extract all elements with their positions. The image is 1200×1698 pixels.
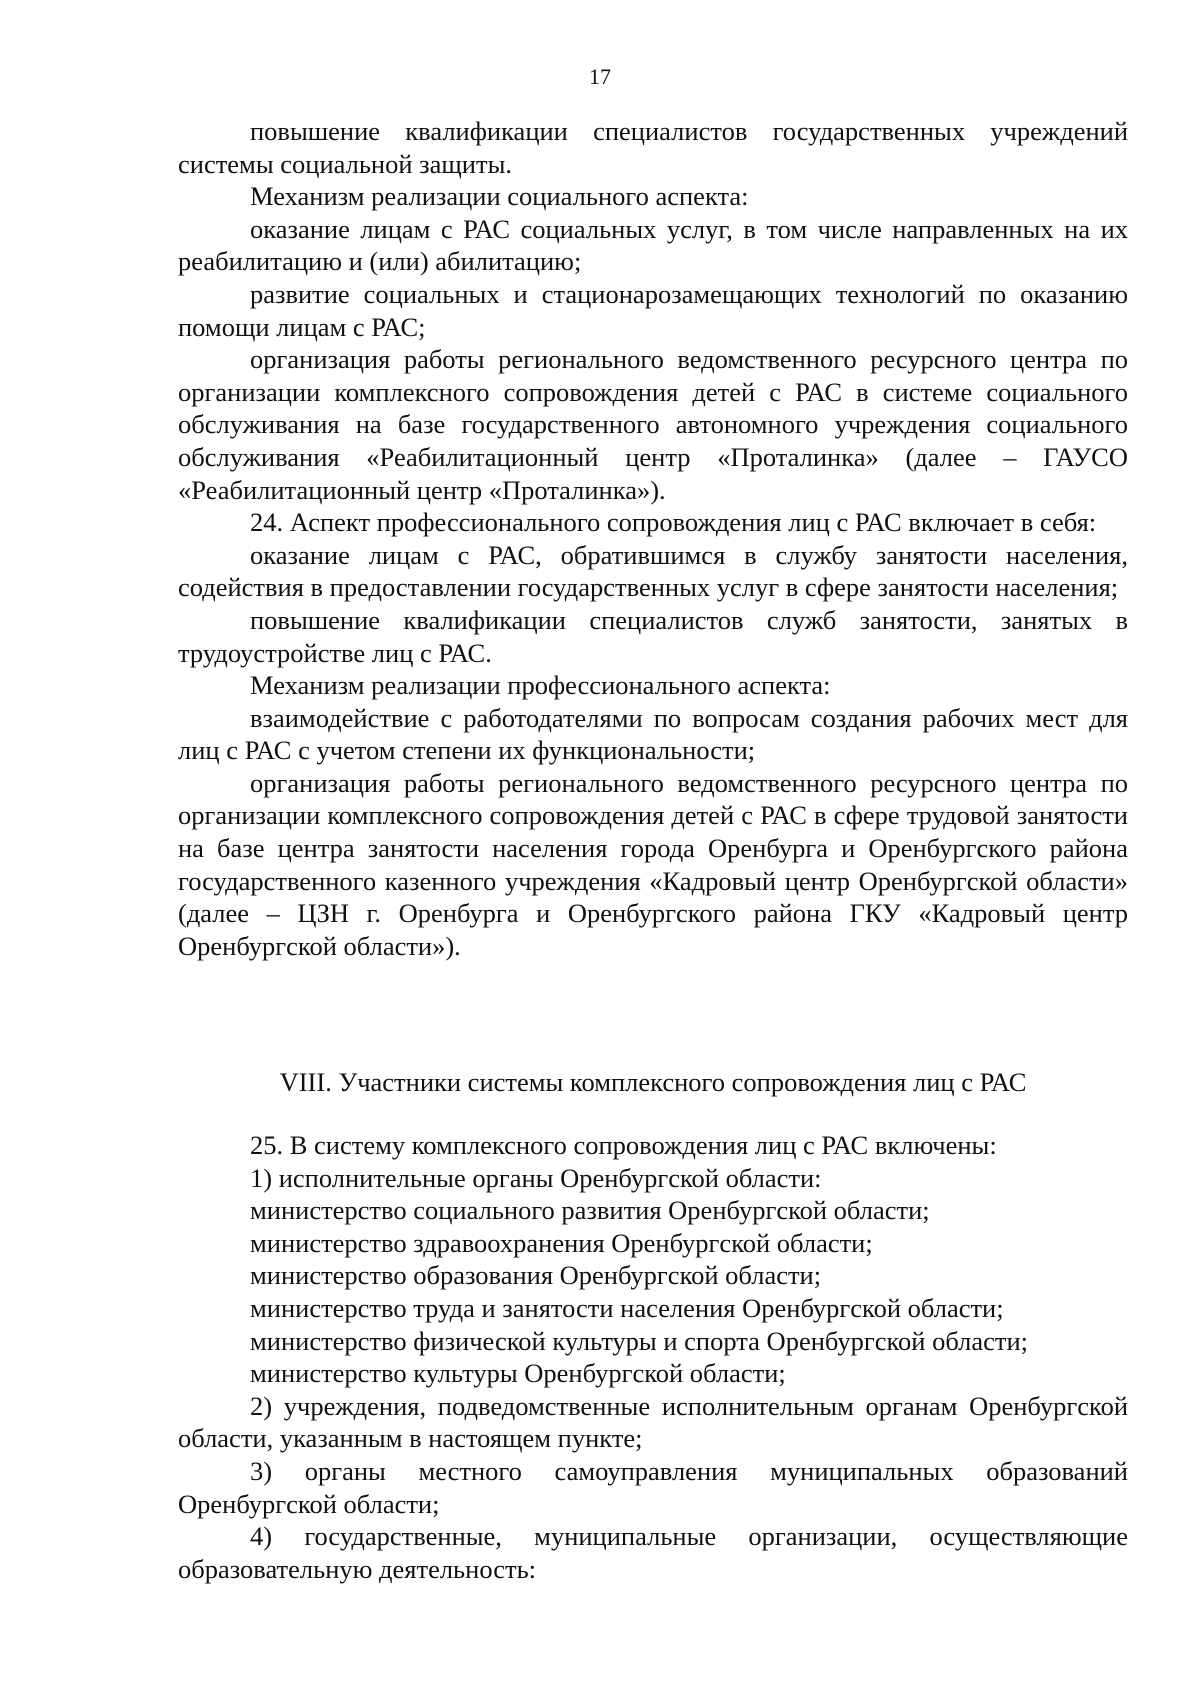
paragraph: Механизм реализации профессионального аспекта: [250,670,831,701]
paragraph: Механизм реализации социального аспекта: [250,181,749,212]
list-item: министерство социального развития Оренбургской области; [250,1195,930,1226]
list-item: 3) органы местного самоуправления муниципальных образований Оренбургской области; [178,1455,1128,1519]
list-item: 2) учреждения, подведомственные исполнительным органам Оренбургской области, указанным в настоящем пункте; [178,1390,1128,1454]
paragraph: взаимодействие с работодателями по вопросам создания рабочих мест для лиц с РАС с учетом степени их функциональности; [178,702,1128,766]
paragraph: 25. В систему комплексного сопровождения лиц с РАС включены: [250,1130,997,1160]
list-item: министерство здравоохранения Оренбургской области; [250,1227,873,1258]
paragraph: оказание лицам с РАС социальных услуг, в том числе направленных на их реабилитацию и (или) абилитацию; [178,213,1128,277]
page-number: 17 [589,64,611,89]
document-body-part-2 [178,1129,1128,1585]
paragraph: организация работы регионального ведомственного ресурсного центра по организации комплексного сопровождения детей с РАС в системе социального обслуживания на базе государственного автономного учреждения социального обслуживания «Реабилитационный центр «Проталинка» (далее – ГАУСО «Реабилитационный центр «Проталинка»). [178,344,1128,505]
list-item: министерство физической культуры и спорта Оренбургской области; [250,1325,1029,1356]
list-item: министерство труда и занятости населения Оренбургской области; [250,1292,1004,1323]
section-heading: VIII. Участники системы комплексного сопровождения лиц с РАС [279,1067,1027,1097]
paragraph: повышение квалификации специалистов служб занятости, занятых в трудоустройстве лиц с РАС. [178,604,1128,668]
list-item: министерство культуры Оренбургской области; [250,1358,786,1389]
paragraph: организация работы регионального ведомственного ресурсного центра по организации комплексного сопровождения детей с РАС в сфере трудовой занятости на базе центра занятости населения города Оренбурга и Оренбургского района государственного казенного учреждения «Кадровый центр Оренбургской области» (далее – ЦЗН г. Оренбурга и Оренбургского района ГКУ «Кадровый центр Оренбургской области»). [178,767,1128,961]
paragraph: 24. Аспект профессионального сопровождения лиц с РАС включает в себя: [250,507,1097,538]
list-item: министерство образования Оренбургской области; [250,1260,822,1291]
paragraph: развитие социальных и стационарозамещающих технологий по оказанию помощи лицам с РАС; [178,278,1128,342]
document-body-part-1 [178,115,1128,962]
list-item: 1) исполнительные органы Оренбургской области: [250,1162,822,1193]
paragraph: повышение квалификации специалистов государственных учреждений системы социальной защиты. [178,116,1128,179]
list-item: 4) государственные, муниципальные организации, осуществляющие образовательную деятельность: [178,1521,1128,1584]
paragraph: оказание лицам с РАС, обратившимся в службу занятости населения, содействия в предоставлении государственных услуг в сфере занятости населения; [178,539,1128,603]
